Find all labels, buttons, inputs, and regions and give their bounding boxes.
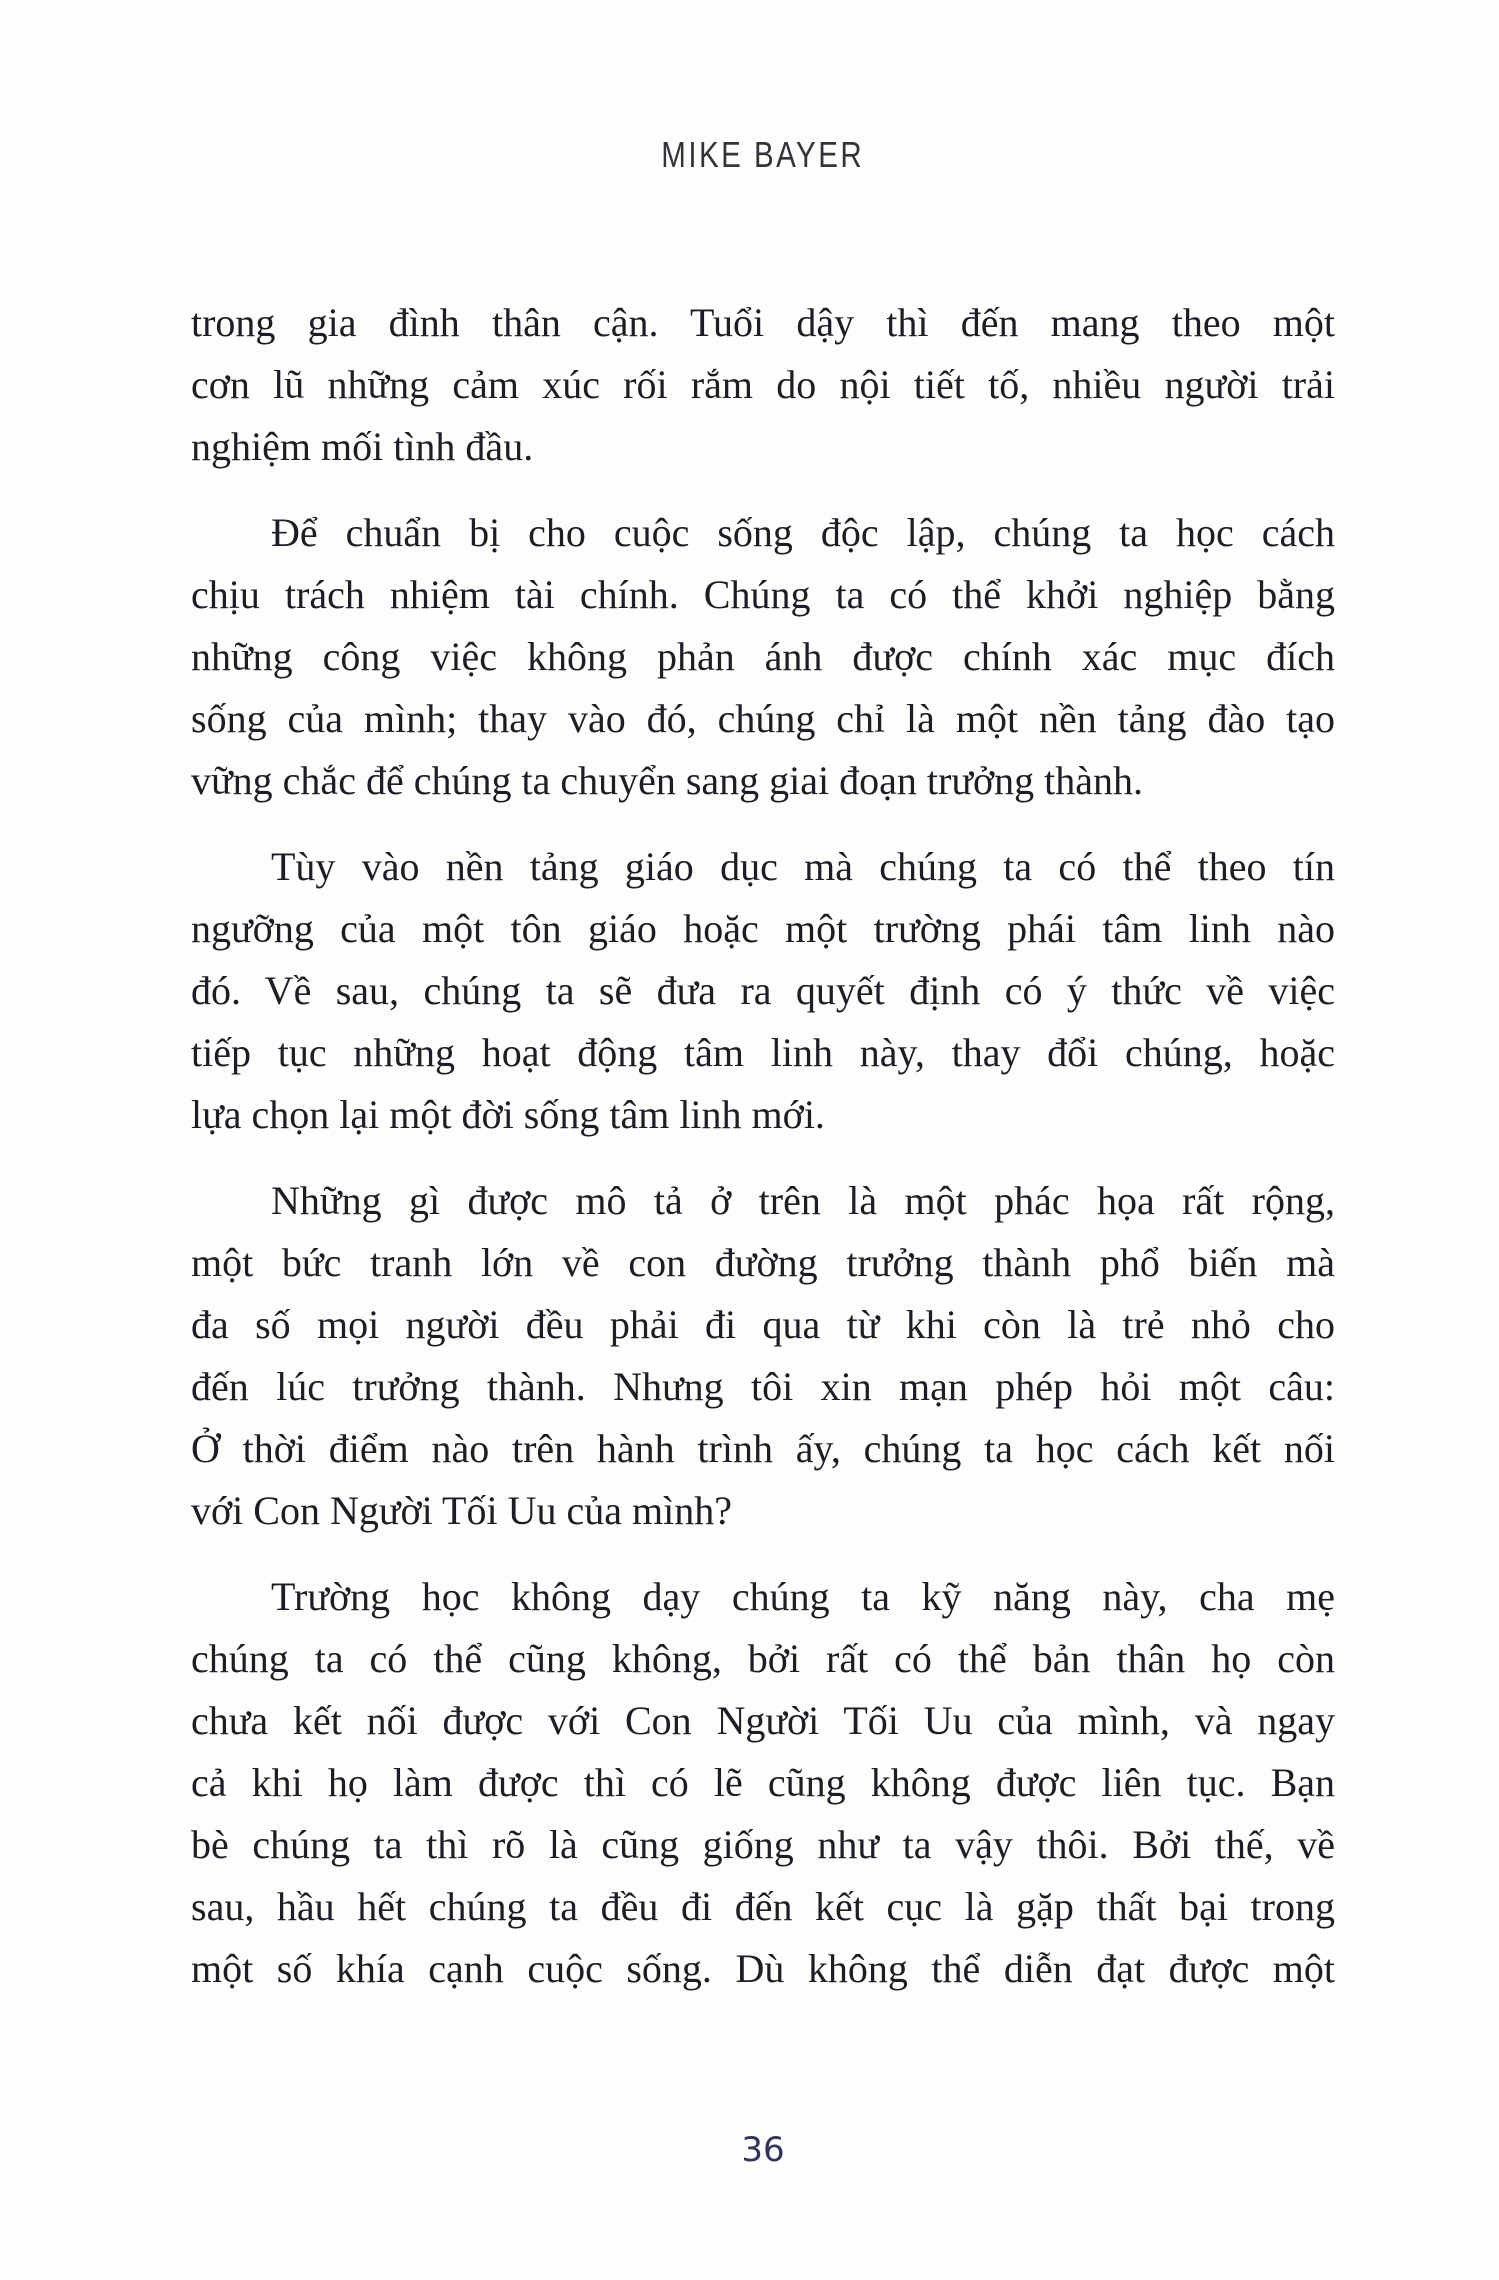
paragraph xyxy=(191,836,1335,1146)
text-line: chúng ta có thể cũng không, bởi rất có thể bản thân họ còn xyxy=(191,1636,1335,1681)
text-line: chưa kết nối được với Con Người Tối Uu của mình, và ngay xyxy=(191,1698,1335,1743)
text-line: Tùy vào nền tảng giáo dục mà chúng ta có thể theo tín xyxy=(271,844,1335,889)
text-line: một số khía cạnh cuộc sống. Dù không thể diễn đạt được một xyxy=(191,1946,1335,1991)
paragraph xyxy=(191,502,1335,812)
text-line: những công việc không phản ánh được chính xác mục đích xyxy=(191,634,1335,679)
paragraph xyxy=(191,1566,1335,2000)
text-line: trong gia đình thân cận. Tuổi dậy thì đến mang theo một xyxy=(191,300,1335,345)
text-line: Để chuẩn bị cho cuộc sống độc lập, chúng ta học cách xyxy=(271,510,1335,555)
text-line: đa số mọi người đều phải đi qua từ khi còn là trẻ nhỏ cho xyxy=(191,1302,1335,1347)
text-line: sống của mình; thay vào đó, chúng chỉ là một nền tảng đào tạo xyxy=(191,696,1335,741)
paragraph xyxy=(191,292,1335,478)
text-line: một bức tranh lớn về con đường trưởng thành phổ biến mà xyxy=(191,1240,1335,1285)
text-line: vững chắc để chúng ta chuyển sang giai đoạn trưởng thành. xyxy=(191,758,1144,803)
body-text xyxy=(191,292,1335,2024)
text-line: cả khi họ làm được thì có lẽ cũng không được liên tục. Bạn xyxy=(191,1760,1335,1805)
text-line: nghiệm mối tình đầu. xyxy=(191,424,534,469)
text-line: đến lúc trưởng thành. Nhưng tôi xin mạn phép hỏi một câu: xyxy=(191,1364,1335,1409)
page-number: 36 xyxy=(741,2130,785,2170)
text-line: Ở thời điểm nào trên hành trình ấy, chúng ta học cách kết nối xyxy=(191,1426,1335,1471)
text-line: Những gì được mô tả ở trên là một phác họa rất rộng, xyxy=(271,1178,1335,1223)
text-line: cơn lũ những cảm xúc rối rắm do nội tiết tố, nhiều người trải xyxy=(191,362,1335,407)
text-line: lựa chọn lại một đời sống tâm linh mới. xyxy=(191,1092,825,1137)
text-line: với Con Người Tối Uu của mình? xyxy=(191,1488,732,1533)
text-line: ngưỡng của một tôn giáo hoặc một trường phái tâm linh nào xyxy=(191,906,1335,951)
text-line: chịu trách nhiệm tài chính. Chúng ta có thể khởi nghiệp bằng xyxy=(191,572,1335,617)
text-line: Trường học không dạy chúng ta kỹ năng này, cha mẹ xyxy=(271,1574,1335,1619)
paragraph xyxy=(191,1170,1335,1542)
running-header xyxy=(191,134,1335,184)
text-line: bè chúng ta thì rõ là cũng giống như ta vậy thôi. Bởi thế, về xyxy=(191,1822,1335,1867)
text-line: đó. Về sau, chúng ta sẽ đưa ra quyết định có ý thức về việc xyxy=(191,968,1335,1013)
text-line: sau, hầu hết chúng ta đều đi đến kết cục là gặp thất bại trong xyxy=(191,1884,1335,1929)
running-header-text: MIKE BAYER xyxy=(661,134,865,175)
text-line: tiếp tục những hoạt động tâm linh này, thay đổi chúng, hoặc xyxy=(191,1030,1335,1075)
